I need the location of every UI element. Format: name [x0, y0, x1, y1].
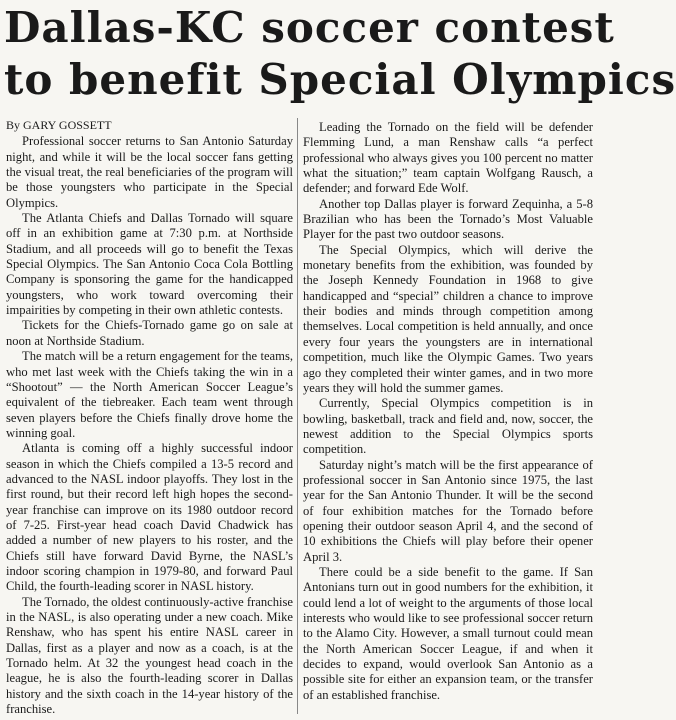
headline-line-1: Dallas-KC soccer contest	[4, 3, 615, 52]
paragraph: Saturday night’s match will be the first appearance of professional soccer in San Antonio since 1975, the last year for the San Antonio Thunder. It will be the second of four exhibition matches for the Tornado before opening their outdoor season April 4, and the second of 10 exhibitions the Chiefs will play before their opener April 3.	[303, 457, 593, 564]
paragraph: Atlanta is coming off a highly successful indoor season in which the Chiefs compiled a 13-5 record and advanced to the NASL indoor playoffs. They lost in the first round, but their record left high hopes the second-year franchise can improve on its 1980 outdoor record of 7-25. First-year head coach David Chadwick has added a number of new players to his roster, and the Chiefs still have forward David Byrne, the NASL’s indoor scoring champion in 1979-80, and forward Paul Child, the fourth-leading scorer in NASL history.	[6, 441, 293, 594]
headline-line-2: to benefit Special Olympics	[4, 55, 676, 104]
paragraph: The Tornado, the oldest continuously-active franchise in the NASL, is also operating under a new coach. Mike Renshaw, who has spent his entire NASL career in Dallas, first as a player and now as a coach, is at the Tornado helm. At 32 the youngest head coach in the league, he is also the fourth-leading scorer in Dallas history and the sixth coach in the 14-year history of the franchise.	[6, 594, 293, 717]
paragraph: Professional soccer returns to San Antonio Saturday night, and while it will be the local soccer fans getting the visual treat, the real beneficiaries of the program will be those youngsters who participate in the Special Olympics.	[6, 134, 293, 210]
paragraph: The Atlanta Chiefs and Dallas Tornado will square off in an exhibition game at 7:30 p.m. at Northside Stadium, and all proceeds will go to benefit the Texas Special Olympics. The San Antonio Coca Cola Bottling Company is sponsoring the game for the handicapped youngsters, who work toward overcoming their impairities by competing in their own athletic contests.	[6, 211, 293, 318]
paragraph: The match will be a return engagement for the teams, who met last week with the Chiefs taking the win in a “Shootout” — the North American Soccer League’s equivalent of the tiebreaker. Each team went through seven players before the Chiefs finally drove home the winning goal.	[6, 349, 293, 440]
paragraph: The Special Olympics, which will derive the monetary benefits from the exhibition, was founded by the Joseph Kennedy Foundation in 1968 to give handicapped and “special” children a chance to improve their bodies and minds through competition among themselves. Local competition is held annually, and once every four years the youngsters are in international competition, much like the Olympic Games. Two years ago they completed their winter games, and in two more years they will hold the summer games.	[303, 242, 593, 395]
right-column	[303, 120, 593, 703]
headline	[4, 2, 676, 106]
byline: By GARY GOSSETT	[6, 118, 112, 132]
paragraph: Another top Dallas player is forward Zequinha, a 5-8 Brazilian who has been the Tornado’s Most Valuable Player for the past two outdoor seasons.	[303, 196, 593, 242]
paragraph: Currently, Special Olympics competition is in bowling, basketball, track and field and, now, soccer, the newest addition to the Special Olympics sports competition.	[303, 396, 593, 457]
paragraph: Leading the Tornado on the field will be defender Flemming Lund, a man Renshaw calls “a perfect professional who always gives you 100 percent no matter what the situation;” team captain Wolfgang Rausch, a defender; and forward Ede Wolf.	[303, 120, 593, 196]
paragraph: Tickets for the Chiefs-Tornado game go on sale at noon at Northside Stadium.	[6, 318, 293, 348]
column-divider	[297, 118, 298, 714]
left-column	[6, 118, 293, 717]
paragraph: There could be a side benefit to the game. If San Antonians turn out in good numbers for the exhibition, it could lend a lot of weight to the arguments of those local interests who would like to see professional soccer return to the Alamo City. However, a small turnout could mean the North American Soccer League, if and when it decides to expand, would overlook San Antonio as a possible site for either an expansion team, or the transfer of an established franchise.	[303, 564, 593, 702]
